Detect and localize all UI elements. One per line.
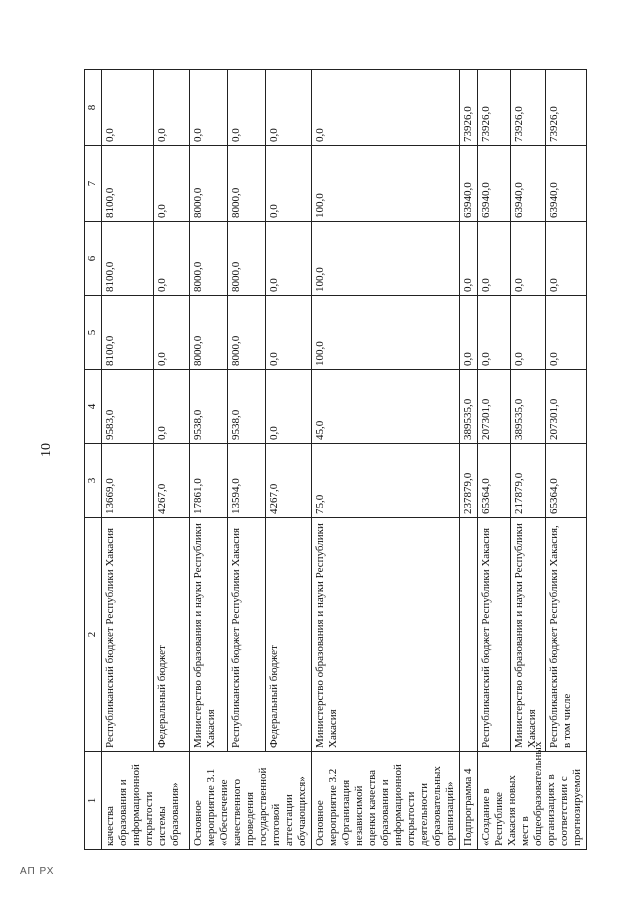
value-cell: 0,0 [312, 70, 460, 146]
value-cell: 8100,0 [102, 146, 154, 222]
table-row [545, 70, 586, 850]
program-name-cell: «Создание в Республике Хакасия новых мест в общеобразовательных организациях в соответствии с прогнозируемой [478, 752, 587, 850]
value-cell: 0,0 [265, 222, 311, 296]
source-cell: Министерство образования и науки Республики Хакасия [510, 518, 545, 752]
program-name-cell: Основное мероприятие 3.1 «Обеспечение качественного проведения государственной итоговой аттестации обучающихся» [190, 752, 312, 850]
header-cell: 3 [85, 444, 102, 518]
value-cell: 0,0 [154, 296, 190, 370]
value-cell: 63940,0 [545, 146, 586, 222]
value-cell: 73926,0 [545, 70, 586, 146]
value-cell: 0,0 [545, 296, 586, 370]
table-row [102, 70, 154, 850]
value-cell: 0,0 [265, 70, 311, 146]
table-row [510, 70, 545, 850]
table-row [154, 70, 190, 850]
budget-table [84, 69, 587, 850]
value-cell: 0,0 [460, 296, 478, 370]
value-cell: 4267,0 [265, 444, 311, 518]
source-cell: Республиканский бюджет Республики Хакасия [102, 518, 154, 752]
value-cell: 8100,0 [102, 222, 154, 296]
table-row [460, 70, 478, 850]
value-cell: 73926,0 [510, 70, 545, 146]
source-cell: Федеральный бюджет [265, 518, 311, 752]
value-cell: 0,0 [154, 146, 190, 222]
value-cell: 0,0 [478, 296, 511, 370]
source-cell: Республиканский бюджет Республики Хакасия [227, 518, 265, 752]
value-cell: 217879,0 [510, 444, 545, 518]
value-cell: 0,0 [265, 370, 311, 444]
value-cell: 8000,0 [190, 296, 228, 370]
value-cell: 45,0 [312, 370, 460, 444]
header-row [85, 70, 102, 850]
value-cell: 73926,0 [460, 70, 478, 146]
value-cell: 0,0 [154, 222, 190, 296]
value-cell: 9538,0 [227, 370, 265, 444]
value-cell: 0,0 [510, 222, 545, 296]
value-cell: 0,0 [154, 370, 190, 444]
value-cell: 0,0 [478, 222, 511, 296]
header-cell: 2 [85, 518, 102, 752]
value-cell: 4267,0 [154, 444, 190, 518]
value-cell: 63940,0 [510, 146, 545, 222]
program-name-cell: Основное мероприятие 3.2 «Организация независимой оценки качества образования и информационной открытости деятельности образовательных организаций» [312, 752, 460, 850]
value-cell: 63940,0 [460, 146, 478, 222]
value-cell: 13669,0 [102, 444, 154, 518]
value-cell: 13594,0 [227, 444, 265, 518]
page-number: 10 [39, 443, 54, 457]
value-cell: 65364,0 [545, 444, 586, 518]
table-row [265, 70, 311, 850]
table-row [227, 70, 265, 850]
value-cell: 8000,0 [190, 146, 228, 222]
value-cell: 8000,0 [227, 296, 265, 370]
source-cell [460, 518, 478, 752]
value-cell: 0,0 [265, 296, 311, 370]
value-cell: 8000,0 [227, 222, 265, 296]
header-cell: 1 [85, 752, 102, 850]
value-cell: 0,0 [227, 70, 265, 146]
value-cell: 207301,0 [545, 370, 586, 444]
source-cell: Министерство образования и науки Республики Хакасия [312, 518, 460, 752]
table-row [190, 70, 228, 850]
value-cell: 0,0 [102, 70, 154, 146]
value-cell: 73926,0 [478, 70, 511, 146]
value-cell: 0,0 [190, 70, 228, 146]
header-cell: 7 [85, 146, 102, 222]
table-row [312, 70, 460, 850]
table-row [478, 70, 511, 850]
value-cell: 65364,0 [478, 444, 511, 518]
value-cell: 0,0 [154, 70, 190, 146]
value-cell: 389535,0 [510, 370, 545, 444]
value-cell: 100,0 [312, 296, 460, 370]
source-cell: Министерство образования и науки Республики Хакасия [190, 518, 228, 752]
header-cell: 8 [85, 70, 102, 146]
value-cell: 8000,0 [227, 146, 265, 222]
source-cell: Республиканский бюджет Республики Хакасия, в том числе [545, 518, 586, 752]
value-cell: 0,0 [510, 296, 545, 370]
program-name-cell: Подпрограмма 4 [460, 752, 478, 850]
header-cell: 5 [85, 296, 102, 370]
rotated-table-wrapper [84, 70, 583, 850]
value-cell: 8100,0 [102, 296, 154, 370]
archive-stamp: АП РХ [20, 866, 55, 877]
value-cell: 207301,0 [478, 370, 511, 444]
value-cell: 17861,0 [190, 444, 228, 518]
value-cell: 63940,0 [478, 146, 511, 222]
value-cell: 75,0 [312, 444, 460, 518]
value-cell: 100,0 [312, 146, 460, 222]
value-cell: 0,0 [265, 146, 311, 222]
value-cell: 9583,0 [102, 370, 154, 444]
value-cell: 0,0 [545, 222, 586, 296]
program-name-cell: качества образования и информационной открытости системы образования» [102, 752, 190, 850]
value-cell: 0,0 [460, 222, 478, 296]
value-cell: 8000,0 [190, 222, 228, 296]
header-cell: 4 [85, 370, 102, 444]
source-cell: Республиканский бюджет Республики Хакасия [478, 518, 511, 752]
header-cell: 6 [85, 222, 102, 296]
value-cell: 237879,0 [460, 444, 478, 518]
value-cell: 9538,0 [190, 370, 228, 444]
value-cell: 389535,0 [460, 370, 478, 444]
source-cell: Федеральный бюджет [154, 518, 190, 752]
value-cell: 100,0 [312, 222, 460, 296]
